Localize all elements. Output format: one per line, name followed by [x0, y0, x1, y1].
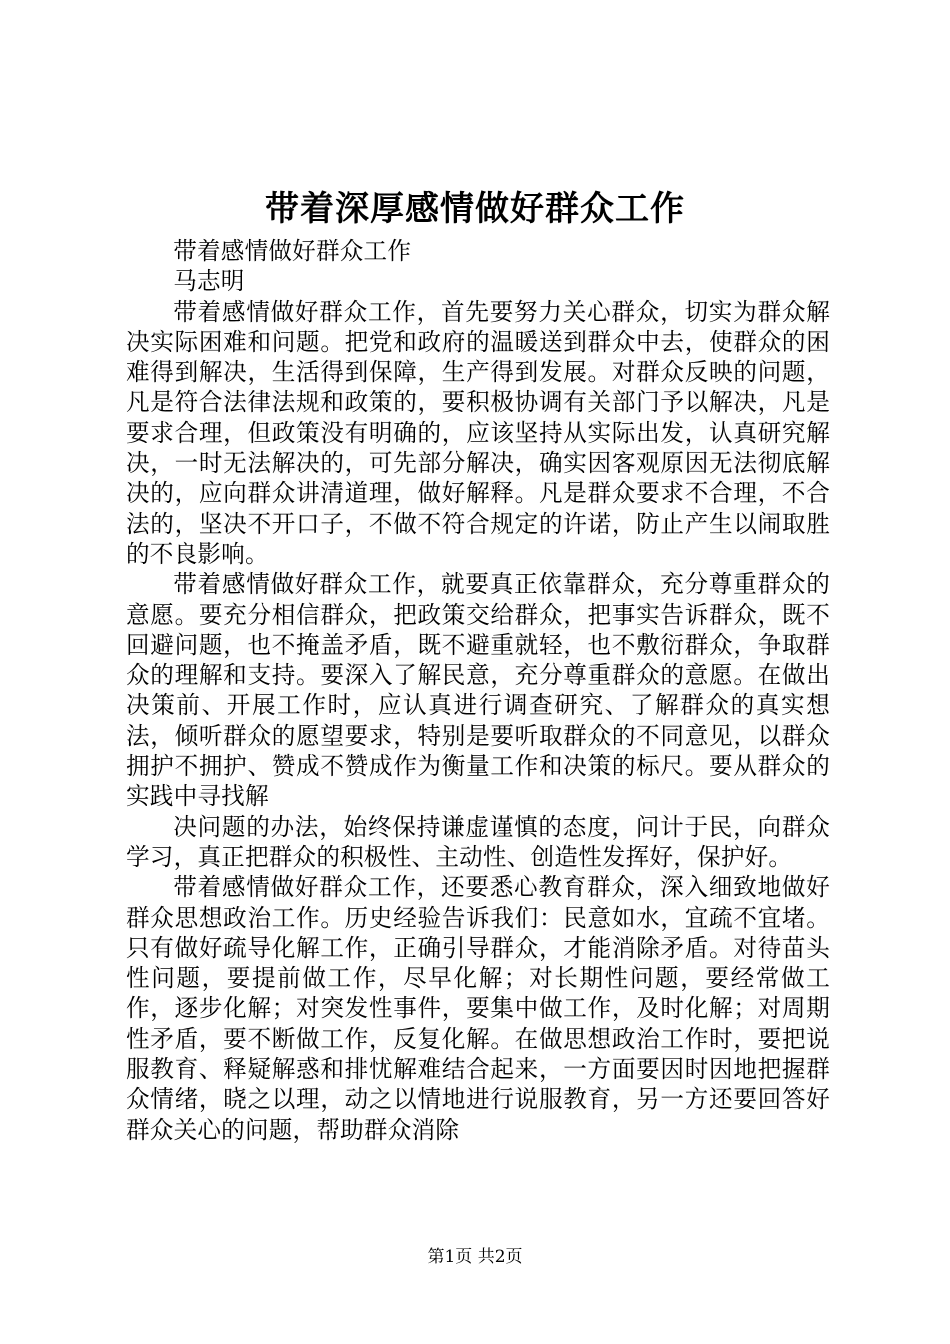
paragraph-3: 决问题的办法，始终保持谦虚谨慎的态度，问计于民，向群众学习，真正把群众的积极性、主动性、创造性发挥好，保护好。 [126, 812, 830, 871]
document-body [126, 236, 830, 1145]
paragraph-1: 带着感情做好群众工作，首先要努力关心群众，切实为群众解决实际困难和问题。把党和政府的温暖送到群众中去，使群众的困难得到解决，生活得到保障，生产得到发展。对群众反映的问题，凡是符合法律法规和政策的，要积极协调有关部门予以解决，凡是要求合理，但政策没有明确的，应该坚持从实际出发，认真研究解决，一时无法解决的，可先部分解决，确实因客观原因无法彻底解决的，应向群众讲清道理，做好解释。凡是群众要求不合理，不合法的，坚决不开口子，不做不符合规定的许诺，防止产生以闹取胜的不良影响。 [126, 297, 830, 568]
page-number-footer: 第1页 共2页 [427, 1247, 523, 1267]
document-title: 带着深厚感情做好群众工作 [265, 189, 685, 229]
paragraph-2: 带着感情做好群众工作，就要真正依靠群众，充分尊重群众的意愿。要充分相信群众，把政策交给群众，把事实告诉群众，既不回避问题，也不掩盖矛盾，既不避重就轻，也不敷衍群众，争取群众的理解和支持。要深入了解民意，充分尊重群众的意愿。在做出决策前、开展工作时，应认真进行调查研究、了解群众的真实想法，倾听群众的愿望要求，特别是要听取群众的不同意见，以群众拥护不拥护、赞成不赞成作为衡量工作和决策的标尺。要从群众的实践中寻找解 [126, 570, 830, 811]
paragraph-4: 带着感情做好群众工作，还要悉心教育群众，深入细致地做好群众思想政治工作。历史经验告诉我们：民意如水，宜疏不宜堵。只有做好疏导化解工作，正确引导群众，才能消除矛盾。对待苗头性问题，要提前做工作，尽早化解；对长期性问题，要经常做工作，逐步化解；对突发性事件，要集中做工作，及时化解；对周期性矛盾，要不断做工作，反复化解。在做思想政治工作时，要把说服教育、释疑解惑和排忧解难结合起来，一方面要因时因地把握群众情绪，晓之以理，动之以情地进行说服教育，另一方还要回答好群众关心的问题，帮助群众消除 [126, 873, 830, 1144]
document-author: 马志明 [173, 267, 245, 296]
document-subtitle: 带着感情做好群众工作 [173, 237, 412, 265]
